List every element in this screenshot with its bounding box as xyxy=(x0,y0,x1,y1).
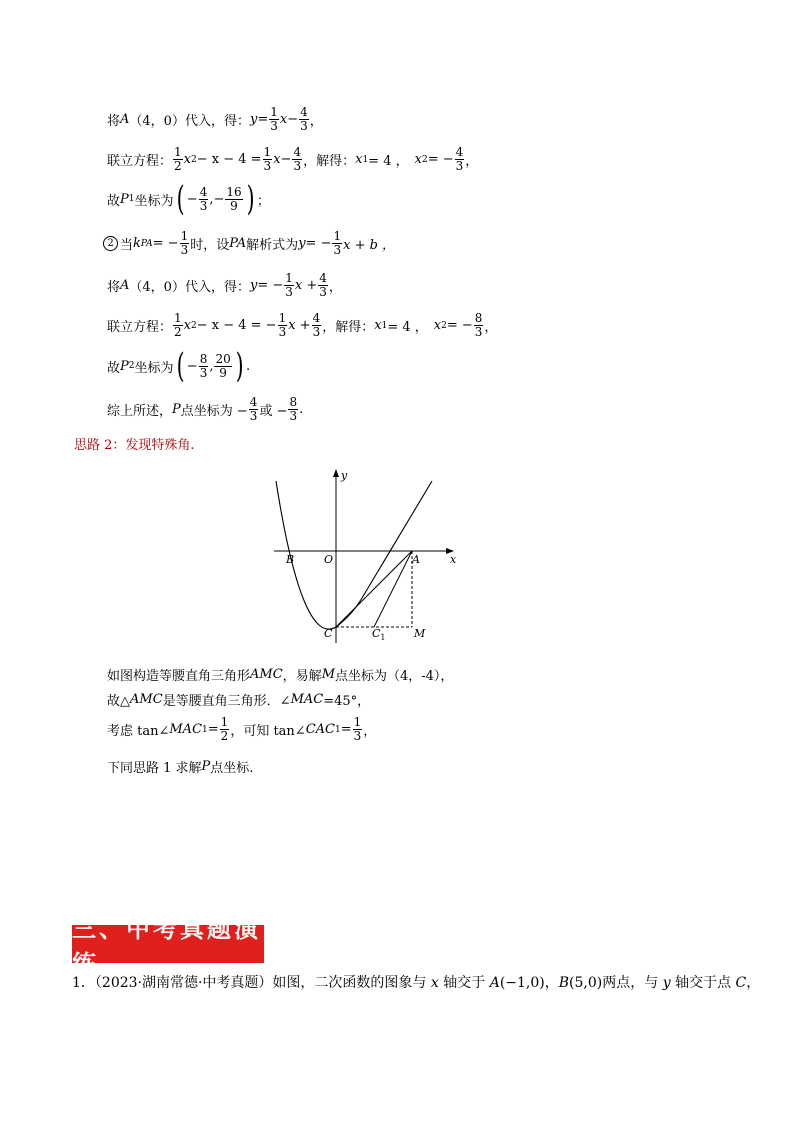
var-x: x xyxy=(414,152,422,167)
text: 点坐标为（4，-4）， xyxy=(335,669,454,684)
text: − x − 4 = − xyxy=(196,318,277,333)
text: 综上所述， xyxy=(107,404,173,419)
text: x + xyxy=(294,278,318,293)
explain-line-3 xyxy=(107,716,376,743)
text: 1．（2023·湖南常德·中考真题）如图，二次函数的图象与 xyxy=(72,975,431,991)
text: . xyxy=(246,358,251,374)
text: = 4 ， xyxy=(387,320,428,335)
minus: − xyxy=(280,152,292,167)
explain-line-4 xyxy=(107,757,253,776)
text: 故 xyxy=(107,360,121,376)
var-x: x xyxy=(374,318,382,333)
text: 将 xyxy=(107,114,121,129)
fraction: $\frac{4}{3}$ xyxy=(312,311,321,339)
var-y: y xyxy=(298,236,306,251)
fraction: $\frac{1}{3}$ xyxy=(278,311,287,339)
text: = − xyxy=(446,318,473,333)
label-x: x xyxy=(450,553,457,566)
text: , xyxy=(209,358,214,374)
text: 两点，与 xyxy=(602,975,663,991)
var-x: x xyxy=(273,152,281,167)
var-P: P xyxy=(201,759,211,774)
fraction: $\frac{4}{3}$ xyxy=(300,105,308,133)
text: 轴交于点 xyxy=(670,975,736,991)
fraction: $\frac{1}{2}$ xyxy=(220,715,229,743)
left-paren: ( xyxy=(176,346,185,386)
solution-line-2 xyxy=(107,146,478,173)
var-A: A xyxy=(120,112,130,127)
text: 联立方程： xyxy=(107,154,173,169)
var-x: x xyxy=(279,112,288,127)
text: ， xyxy=(544,975,559,991)
text: 考虑 tan∠ xyxy=(107,724,170,739)
text: 坐标为 xyxy=(134,193,174,209)
text: = − xyxy=(152,236,179,251)
fraction: $\frac{1}{3}$ xyxy=(270,105,278,133)
text: （4，0）代入，得： xyxy=(129,280,250,295)
var-x: x xyxy=(430,975,439,991)
fraction: $\frac{4}{3}$ xyxy=(249,395,258,423)
text: 点坐标. xyxy=(210,761,254,776)
subscript: 2 xyxy=(128,361,135,371)
minus: − xyxy=(287,112,299,127)
fraction: $\frac{1}{2}$ xyxy=(174,311,182,339)
var-A: A xyxy=(489,975,500,991)
question-1 xyxy=(72,972,760,992)
parabola-figure xyxy=(262,467,462,647)
var-x: x xyxy=(183,318,191,333)
fraction: $\frac{20}{9}$ xyxy=(215,351,231,380)
text: = − xyxy=(427,152,454,167)
label-O: O xyxy=(324,553,334,566)
fraction: $\frac{1}{3}$ xyxy=(180,229,189,257)
text: 下同思路 1 求解 xyxy=(107,761,202,776)
text: ， xyxy=(746,975,761,991)
text: ， xyxy=(309,114,323,129)
subscript: 1 xyxy=(362,154,369,165)
label-M: M xyxy=(414,627,426,640)
subscript: 1 xyxy=(202,724,208,735)
explain-line-1 xyxy=(107,665,453,684)
text: = − xyxy=(305,236,332,251)
var-y: y xyxy=(249,112,258,127)
var-x: x xyxy=(355,152,363,167)
fraction: $\frac{1}{3}$ xyxy=(333,229,342,257)
text: 或 − xyxy=(259,404,288,419)
fraction: $\frac{8}{3}$ xyxy=(474,311,483,339)
var-P: P xyxy=(120,191,129,207)
subscript: 1 xyxy=(381,320,388,331)
var-MAC: MAC xyxy=(169,722,203,737)
var-A: A xyxy=(120,278,130,293)
fraction: $\frac{4}{3}$ xyxy=(319,271,327,299)
section-banner: 三、中考真题演练 xyxy=(72,925,264,963)
text: ， xyxy=(328,280,342,295)
text: ，易解 xyxy=(282,669,322,684)
var-y: y xyxy=(662,975,671,991)
fraction: $\frac{16}{9}$ xyxy=(226,184,242,213)
text: ，可知 tan∠ xyxy=(230,724,306,739)
subscript: 2 xyxy=(421,154,428,165)
text: （4，0）代入，得： xyxy=(129,114,250,129)
var-AMC: AMC xyxy=(130,692,163,707)
var-PA: PA xyxy=(229,236,247,251)
segment-C1A xyxy=(374,551,412,627)
text: 时，设 xyxy=(190,238,230,253)
text: = − xyxy=(257,278,284,293)
text: 是等腰直角三角形．∠ xyxy=(162,694,291,709)
text: ， xyxy=(484,320,498,335)
text: 解析式为 xyxy=(246,238,299,253)
text: 联立方程： xyxy=(107,320,173,335)
label-B: B xyxy=(286,553,295,566)
text: 故 xyxy=(107,193,121,209)
var-P: P xyxy=(120,358,129,374)
fraction: $\frac{8}{3}$ xyxy=(199,351,208,380)
subscript: 1 xyxy=(128,194,135,204)
text: =45°， xyxy=(323,694,371,709)
text: 故△ xyxy=(107,694,130,709)
label-y: y xyxy=(341,469,348,482)
circled-number: 2 xyxy=(103,236,118,251)
text: 坐标为 xyxy=(134,360,174,376)
var-C: C xyxy=(735,975,747,991)
left-paren: ( xyxy=(176,179,185,219)
text: 点坐标为 − xyxy=(180,404,248,419)
equals: = xyxy=(340,722,352,737)
fraction: $\frac{4}{3}$ xyxy=(455,145,464,173)
solution-line-7 xyxy=(107,346,251,386)
right-paren: ) xyxy=(235,346,244,386)
text: ； xyxy=(256,193,270,209)
approach-2-title: 思路 2：发现特殊角. xyxy=(74,438,195,453)
text: x + b ， xyxy=(343,238,396,253)
exponent: 2 xyxy=(191,154,197,165)
text: 将 xyxy=(107,280,121,295)
explain-line-2 xyxy=(107,690,370,709)
text: ，解得： xyxy=(322,320,375,335)
equals: = xyxy=(207,722,219,737)
solution-line-3 xyxy=(107,179,270,219)
fraction: $\frac{1}{3}$ xyxy=(353,715,362,743)
text: − x − 4 = xyxy=(196,152,262,167)
subscript: PA xyxy=(140,238,153,249)
var-MAC: MAC xyxy=(290,692,324,707)
var-B: B xyxy=(558,975,570,991)
var-x: x xyxy=(183,152,191,167)
text: ， xyxy=(465,154,479,169)
subscript: 2 xyxy=(441,320,447,331)
text: . xyxy=(299,402,304,417)
text: 当 xyxy=(120,238,134,253)
text: ，解得： xyxy=(303,154,356,169)
text: ,− xyxy=(209,191,225,207)
solution-line-4 xyxy=(103,230,395,257)
label-C1: $C_1$ xyxy=(372,627,386,642)
text: (5,0) xyxy=(569,975,603,991)
text: = 4 ， xyxy=(368,154,409,169)
solution-line-1 xyxy=(107,106,323,133)
label-C: C xyxy=(324,627,333,640)
text: 如图构造等腰直角三角形 xyxy=(107,669,251,684)
text: 轴交于 xyxy=(438,975,490,991)
minus: − xyxy=(186,358,198,374)
fraction: $\frac{8}{3}$ xyxy=(289,395,298,423)
text: x + xyxy=(288,318,311,333)
fraction: $\frac{1}{2}$ xyxy=(174,145,182,173)
fraction: $\frac{4}{3}$ xyxy=(293,145,302,173)
equals: = xyxy=(257,112,269,127)
solution-line-8 xyxy=(107,396,303,423)
var-k: k xyxy=(133,236,141,251)
var-y: y xyxy=(249,278,258,293)
right-paren: ) xyxy=(246,179,255,219)
y-axis-arrow xyxy=(333,469,339,477)
var-AMC: AMC xyxy=(250,667,283,682)
segment-CA xyxy=(336,551,412,627)
var-P: P xyxy=(172,402,181,417)
text: (−1,0) xyxy=(499,975,545,991)
label-A: A xyxy=(412,553,420,566)
minus: − xyxy=(186,191,198,207)
fraction: $\frac{4}{3}$ xyxy=(199,184,208,213)
solution-line-5 xyxy=(107,272,342,299)
solution-line-6 xyxy=(107,312,497,339)
var-x: x xyxy=(433,318,442,333)
subscript: 1 xyxy=(334,724,341,735)
var-M: M xyxy=(321,667,335,682)
fraction: $\frac{1}{3}$ xyxy=(263,145,272,173)
var-CAC: CAC xyxy=(305,722,335,737)
text: ， xyxy=(363,724,377,739)
fraction: $\frac{1}{3}$ xyxy=(285,271,293,299)
exponent: 2 xyxy=(191,320,197,331)
